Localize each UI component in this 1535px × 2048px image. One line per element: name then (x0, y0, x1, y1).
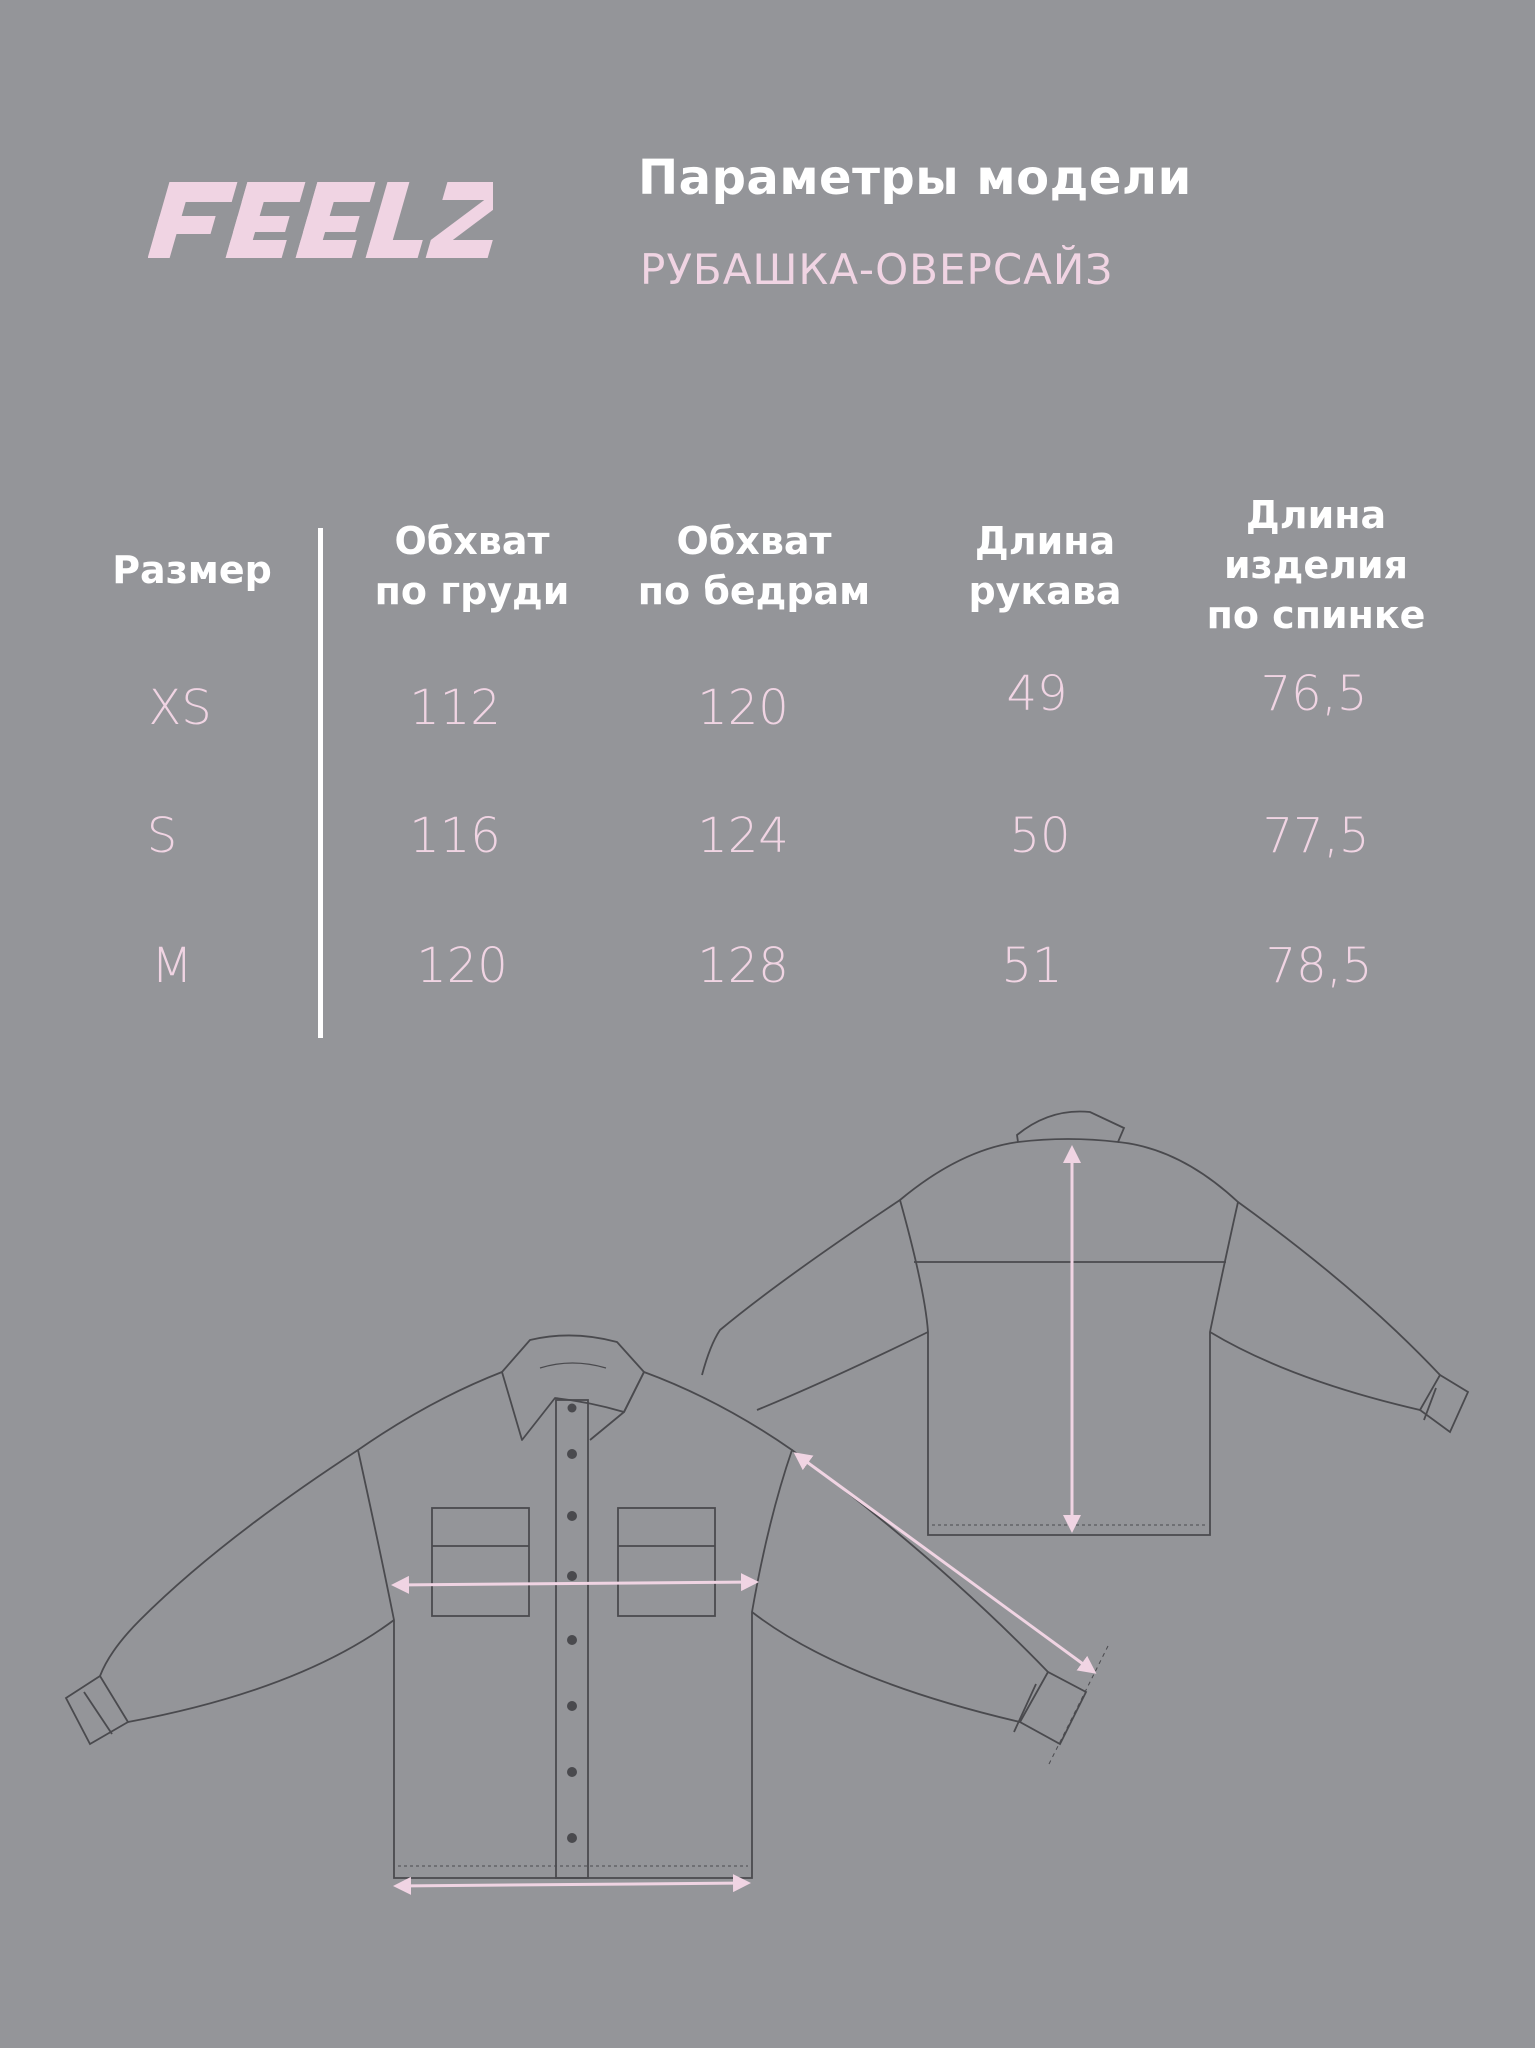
table-cell-hips: 124 (697, 808, 789, 864)
table-cell-back-length: 76,5 (1260, 666, 1368, 722)
table-cell-chest: 112 (409, 680, 501, 736)
product-subtitle: РУБАШКА-ОВЕРСАЙЗ (640, 245, 1114, 294)
table-cell-size: S (146, 808, 178, 864)
column-header-sleeve: Длина рукава (968, 519, 1122, 613)
shirt-front-diagram (66, 1335, 1108, 1878)
table-cell-hips: 120 (697, 680, 789, 736)
brand-logo (148, 180, 493, 260)
table-cell-size: M (151, 938, 193, 994)
table-cell-back-length: 78,5 (1265, 938, 1373, 994)
table-cell-sleeve: 51 (1001, 938, 1063, 994)
column-header-chest: Обхват по груди (374, 519, 570, 613)
measurement-arrow-hips (396, 1883, 748, 1886)
table-cell-chest: 120 (416, 938, 508, 994)
table-cell-sleeve: 50 (1009, 808, 1071, 864)
shirt-diagrams (0, 1090, 1535, 1920)
table-cell-size: XS (148, 680, 212, 736)
table-cell-back-length: 77,5 (1262, 808, 1370, 864)
measurement-arrows (394, 1148, 1094, 1886)
shirt-buttons (567, 1404, 577, 1844)
page-title: Параметры модели (638, 150, 1192, 206)
column-header-size: Размер (112, 548, 272, 592)
measurement-arrow-chest (394, 1582, 756, 1585)
table-cell-hips: 128 (697, 938, 789, 994)
table-cell-chest: 116 (409, 808, 501, 864)
shirt-back-diagram (702, 1111, 1468, 1535)
table-divider (318, 528, 323, 1038)
table-cell-sleeve: 49 (1006, 666, 1068, 722)
column-header-hips: Обхват по бедрам (637, 519, 871, 613)
column-header-back-length: Длина изделия по спинке (1206, 493, 1426, 637)
measurement-arrow-sleeve (796, 1454, 1094, 1672)
